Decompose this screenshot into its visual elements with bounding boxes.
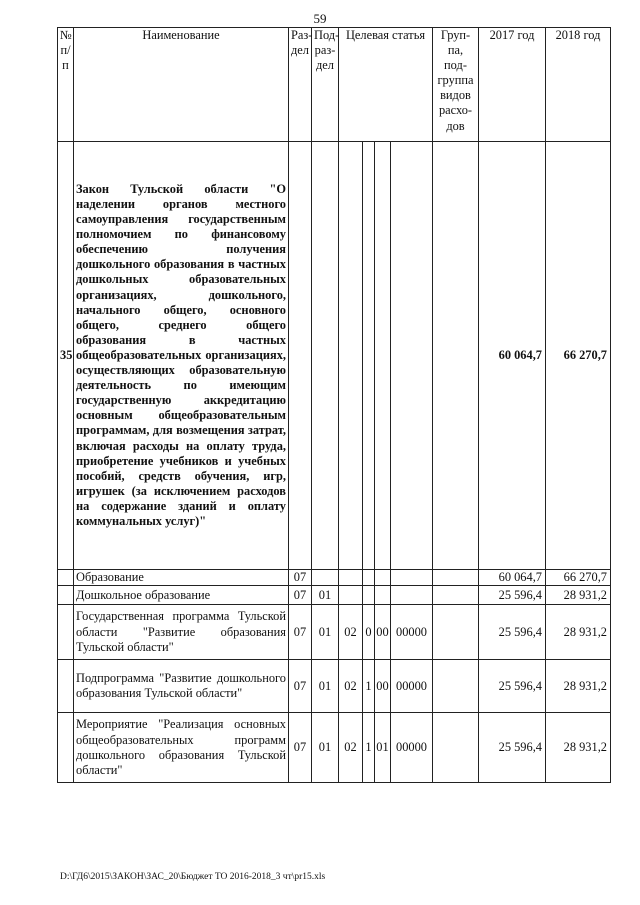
header-target-article: Целевая статья: [339, 28, 433, 142]
row-target-event: 01: [375, 713, 391, 783]
row-2018: 28 931,2: [546, 660, 611, 713]
header-name: Наименование: [74, 28, 289, 142]
row-target-direction: [391, 570, 433, 586]
row-expense-group: [433, 660, 479, 713]
row-2017: 25 596,4: [479, 660, 546, 713]
row-2018: 28 931,2: [546, 586, 611, 605]
row-target-subprogram: [363, 142, 375, 570]
header-row: [58, 28, 611, 142]
row-section: 07: [289, 660, 312, 713]
row-number: [58, 586, 74, 605]
row-number: [58, 660, 74, 713]
header-section: Раз-дел: [289, 28, 312, 142]
row-target-program: [339, 586, 363, 605]
row-section: [289, 142, 312, 570]
row-expense-group: [433, 586, 479, 605]
row-target-event: 00: [375, 605, 391, 660]
row-subsection: 01: [312, 660, 339, 713]
row-target-event: [375, 586, 391, 605]
file-path-footer: D:\ГД6\2015\ЗАКОН\ЗАС_20\Бюджет ТО 2016-2018_3 чт\pr15.xls: [60, 872, 326, 882]
row-target-subprogram: 1: [363, 660, 375, 713]
row-target-subprogram: 1: [363, 713, 375, 783]
row-target-direction: [391, 142, 433, 570]
row-2017: 60 064,7: [479, 142, 546, 570]
table-row: [58, 142, 611, 570]
header-2018: 2018 год: [546, 28, 611, 142]
row-target-program: 02: [339, 713, 363, 783]
row-target-subprogram: [363, 570, 375, 586]
row-subsection: 01: [312, 586, 339, 605]
header-no: № п/п: [58, 28, 74, 142]
row-number: [58, 570, 74, 586]
row-2018: 66 270,7: [546, 142, 611, 570]
row-expense-group: [433, 570, 479, 586]
row-target-event: 00: [375, 660, 391, 713]
row-expense-group: [433, 142, 479, 570]
row-target-program: [339, 570, 363, 586]
table-row: [58, 605, 611, 660]
row-name: Подпрограмма "Развитие дошкольного образования Тульской области": [74, 660, 289, 713]
row-subsection: [312, 142, 339, 570]
row-name: Образование: [74, 570, 289, 586]
row-target-direction: 00000: [391, 605, 433, 660]
row-name: Мероприятие "Реализация основных общеобразовательных программ дошкольного образования Тульской области": [74, 713, 289, 783]
row-target-subprogram: 0: [363, 605, 375, 660]
row-section: 07: [289, 605, 312, 660]
row-2018: 28 931,2: [546, 713, 611, 783]
page-number: 59: [313, 11, 327, 26]
row-expense-group: [433, 605, 479, 660]
row-2018: 66 270,7: [546, 570, 611, 586]
row-target-program: 02: [339, 605, 363, 660]
row-2017: 25 596,4: [479, 586, 546, 605]
table-row: [58, 660, 611, 713]
table-row: [58, 713, 611, 783]
row-subsection: 01: [312, 713, 339, 783]
table-row: [58, 586, 611, 605]
row-name: Закон Тульской области "О наделении органов местного самоуправления государственным полномочием по финансовому обеспечению получения дошкольного образования в частных дошкольных образовательных организациях, дошкольного, начального общего, основного общего, среднего общего образования в частных общеобразовательных организациях, осуществляющих образовательную деятельность по имеющим государственную аккредитацию основным общеобразовательным программам, для возмещения затрат, включая расходы на оплату труда, приобретение учебников и учебных пособий, средств обучения, игр, игрушек (за исключением расходов на содержание зданий и оплату коммунальных услуг)": [74, 142, 289, 570]
header-subsection: Под-раз-дел: [312, 28, 339, 142]
row-number: [58, 713, 74, 783]
row-number: 35: [58, 142, 74, 570]
header-2017: 2017 год: [479, 28, 546, 142]
row-2017: 60 064,7: [479, 570, 546, 586]
header-expense-group: Груп-па, под-группа видов расхо-дов: [433, 28, 479, 142]
row-subsection: [312, 570, 339, 586]
row-target-event: [375, 142, 391, 570]
row-subsection: 01: [312, 605, 339, 660]
row-target-program: 02: [339, 660, 363, 713]
row-name: Дошкольное образование: [74, 586, 289, 605]
row-section: 07: [289, 570, 312, 586]
row-target-direction: 00000: [391, 713, 433, 783]
row-expense-group: [433, 713, 479, 783]
budget-table: [57, 27, 611, 783]
row-target-program: [339, 142, 363, 570]
row-section: 07: [289, 586, 312, 605]
row-target-subprogram: [363, 586, 375, 605]
row-target-direction: [391, 586, 433, 605]
row-2017: 25 596,4: [479, 605, 546, 660]
row-number: [58, 605, 74, 660]
row-name: Государственная программа Тульской области "Развитие образования Тульской области": [74, 605, 289, 660]
table-row: [58, 570, 611, 586]
row-2018: 28 931,2: [546, 605, 611, 660]
row-target-direction: 00000: [391, 660, 433, 713]
row-target-event: [375, 570, 391, 586]
row-section: 07: [289, 713, 312, 783]
row-2017: 25 596,4: [479, 713, 546, 783]
